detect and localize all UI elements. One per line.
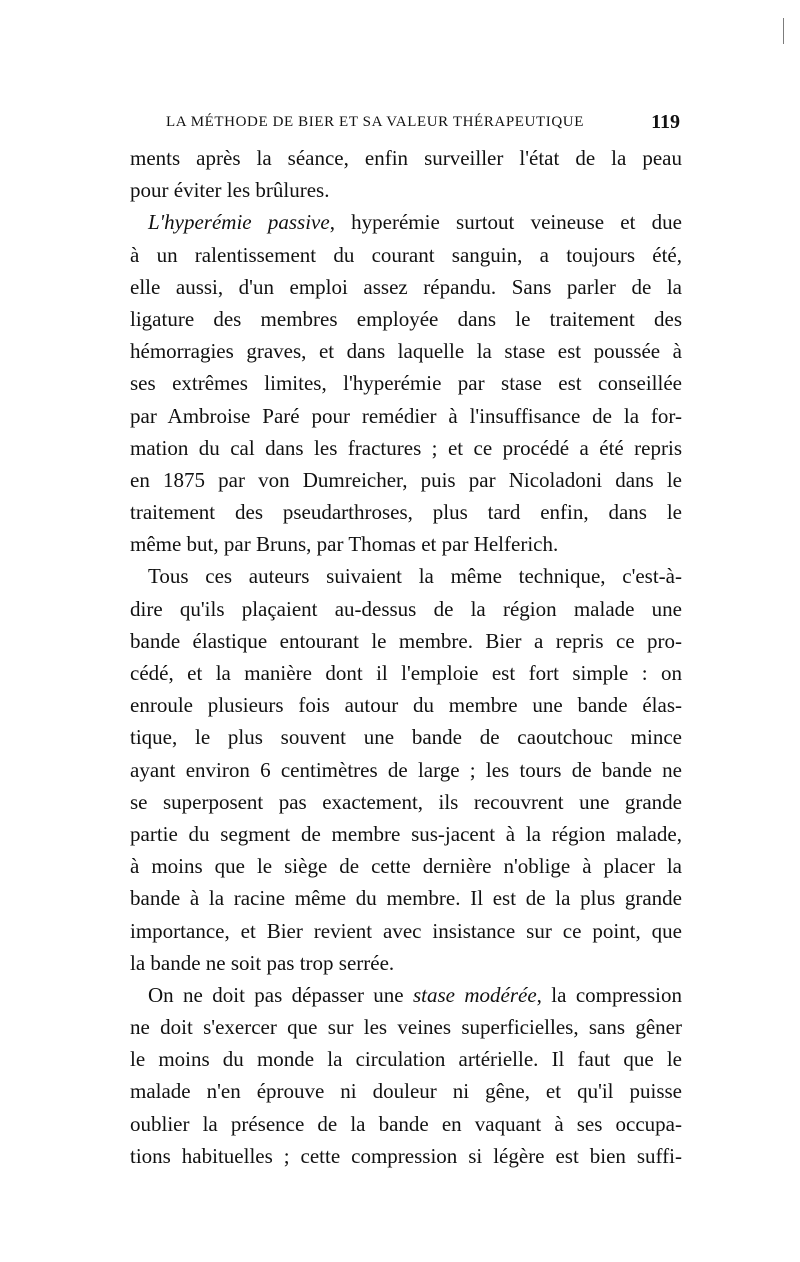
text-line <box>130 206 682 238</box>
text-line: la bande ne soit pas trop serrée. <box>130 950 395 975</box>
text-line: hémorragies graves, et dans laquelle la stase est poussée à <box>130 339 682 364</box>
line-post: , hyperémie surtout veineuse et due <box>329 210 683 235</box>
body-text <box>130 142 682 1172</box>
text-line: importance, et Bier revient avec insistance sur ce point, que <box>130 918 682 943</box>
text-line: à moins que le siège de cette dernière n'oblige à placer la <box>130 854 682 879</box>
page-number: 119 <box>651 111 680 133</box>
text-line: dire qu'ils plaçaient au-dessus de la région malade une <box>130 596 682 621</box>
text-line: pour éviter les brûlures. <box>130 178 330 203</box>
text-line: Tous ces auteurs suivaient la même technique, c'est-à- <box>148 564 682 589</box>
text-line: bande élastique entourant le membre. Bier a repris ce pro- <box>130 628 682 653</box>
text-line: à un ralentissement du courant sanguin, a toujours été, <box>130 242 682 267</box>
text-line: malade n'en éprouve ni douleur ni gêne, et qu'il puisse <box>130 1079 682 1104</box>
text-line: se superposent pas exactement, ils recouvrent une grande <box>130 789 682 814</box>
text-line: tions habituelles ; cette compression si légère est bien suffi- <box>130 1143 682 1168</box>
text-line: cédé, et la manière dont il l'emploie est fort simple : on <box>130 661 682 685</box>
line-pre: On ne doit pas dépasser une <box>148 982 413 1007</box>
emphasis-term: L'hyperémie passive <box>148 210 330 235</box>
text-line: traitement des pseudarthroses, plus tard enfin, dans le <box>130 500 682 525</box>
text-line: tique, le plus souvent une bande de caoutchouc mince <box>130 725 682 750</box>
text-line: même but, par Bruns, par Thomas et par Helferich. <box>130 532 559 557</box>
text-line: ments après la séance, enfin surveiller l'état de la peau <box>130 146 682 170</box>
text-line: ligature des membres employée dans le traitement des <box>130 306 682 331</box>
text-line: elle aussi, d'un emploi assez répandu. Sans parler de la <box>130 274 682 299</box>
text-line: mation du cal dans les fractures ; et ce procédé a été repris <box>130 435 682 460</box>
text-line: partie du segment de membre sus-jacent à la région malade, <box>130 821 682 846</box>
line-post: , la compression <box>536 982 682 1007</box>
text-line: bande à la racine même du membre. Il est de la plus grande <box>130 886 682 911</box>
text-line: enroule plusieurs fois autour du membre une bande élas- <box>130 693 682 718</box>
text-line: par Ambroise Paré pour remédier à l'insuffisance de la for- <box>130 403 682 428</box>
scan-mark <box>783 18 784 44</box>
text-line: ne doit s'exercer que sur les veines superficielles, sans gêner <box>130 1015 682 1040</box>
emphasis-term: stase modérée <box>413 982 537 1007</box>
running-title: LA MÉTHODE DE BIER ET SA VALEUR THÉRAPEUTIQUE <box>166 114 584 130</box>
text-line: le moins du monde la circulation artérielle. Il faut que le <box>130 1047 682 1072</box>
text-line: en 1875 par von Dumreicher, puis par Nicoladoni dans le <box>130 467 682 492</box>
text-line: ayant environ 6 centimètres de large ; les tours de bande ne <box>130 757 682 782</box>
text-line: oublier la présence de la bande en vaquant à ses occupa- <box>130 1111 682 1136</box>
text-line: ses extrêmes limites, l'hyperémie par stase est conseillée <box>130 371 682 396</box>
running-header <box>166 111 680 138</box>
text-line <box>130 979 682 1011</box>
